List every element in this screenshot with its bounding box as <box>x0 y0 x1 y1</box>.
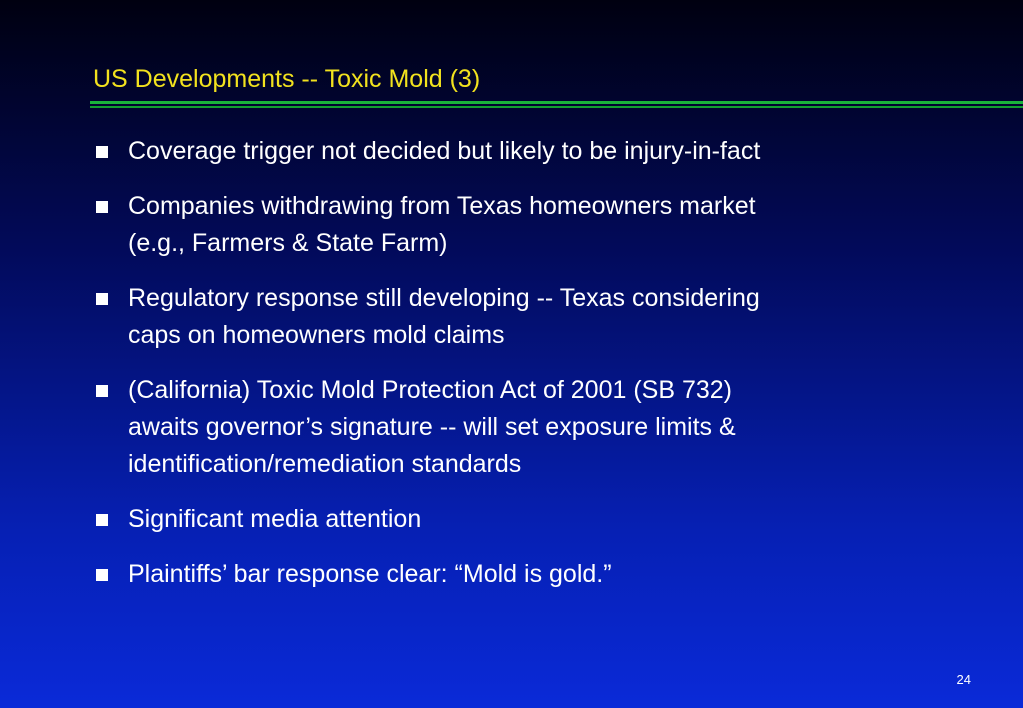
bullet-text: Regulatory response still developing -- Texas considering <box>128 284 760 312</box>
bullet-item <box>93 556 993 593</box>
bullet-text: identification/remediation standards <box>128 450 522 478</box>
square-bullet-icon <box>96 293 108 305</box>
square-bullet-icon <box>96 201 108 213</box>
bullet-text: Companies withdrawing from Texas homeowners market <box>128 192 756 220</box>
page-number: 24 <box>956 672 971 687</box>
square-bullet-icon <box>96 385 108 397</box>
bullet-list <box>93 133 993 611</box>
bullet-item <box>93 188 993 262</box>
bullet-text: Plaintiffs’ bar response clear: “Mold is gold.” <box>128 560 612 588</box>
bullet-text: caps on homeowners mold claims <box>128 321 505 349</box>
square-bullet-icon <box>96 146 108 158</box>
bullet-item <box>93 501 993 538</box>
bullet-text: Coverage trigger not decided but likely to be injury-in-fact <box>128 137 761 165</box>
square-bullet-icon <box>96 514 108 526</box>
bullet-text: (California) Toxic Mold Protection Act of 2001 (SB 732) <box>128 376 732 404</box>
bullet-item <box>93 372 993 483</box>
slide-title: US Developments -- Toxic Mold (3) <box>93 65 481 93</box>
bullet-item <box>93 280 993 354</box>
bullet-text: Significant media attention <box>128 505 422 533</box>
bullet-text: (e.g., Farmers & State Farm) <box>128 229 448 257</box>
square-bullet-icon <box>96 569 108 581</box>
bullet-text: awaits governor’s signature -- will set exposure limits & <box>128 413 736 441</box>
title-rule-secondary <box>90 106 1023 108</box>
title-rule <box>90 101 1023 104</box>
bullet-item <box>93 133 993 170</box>
